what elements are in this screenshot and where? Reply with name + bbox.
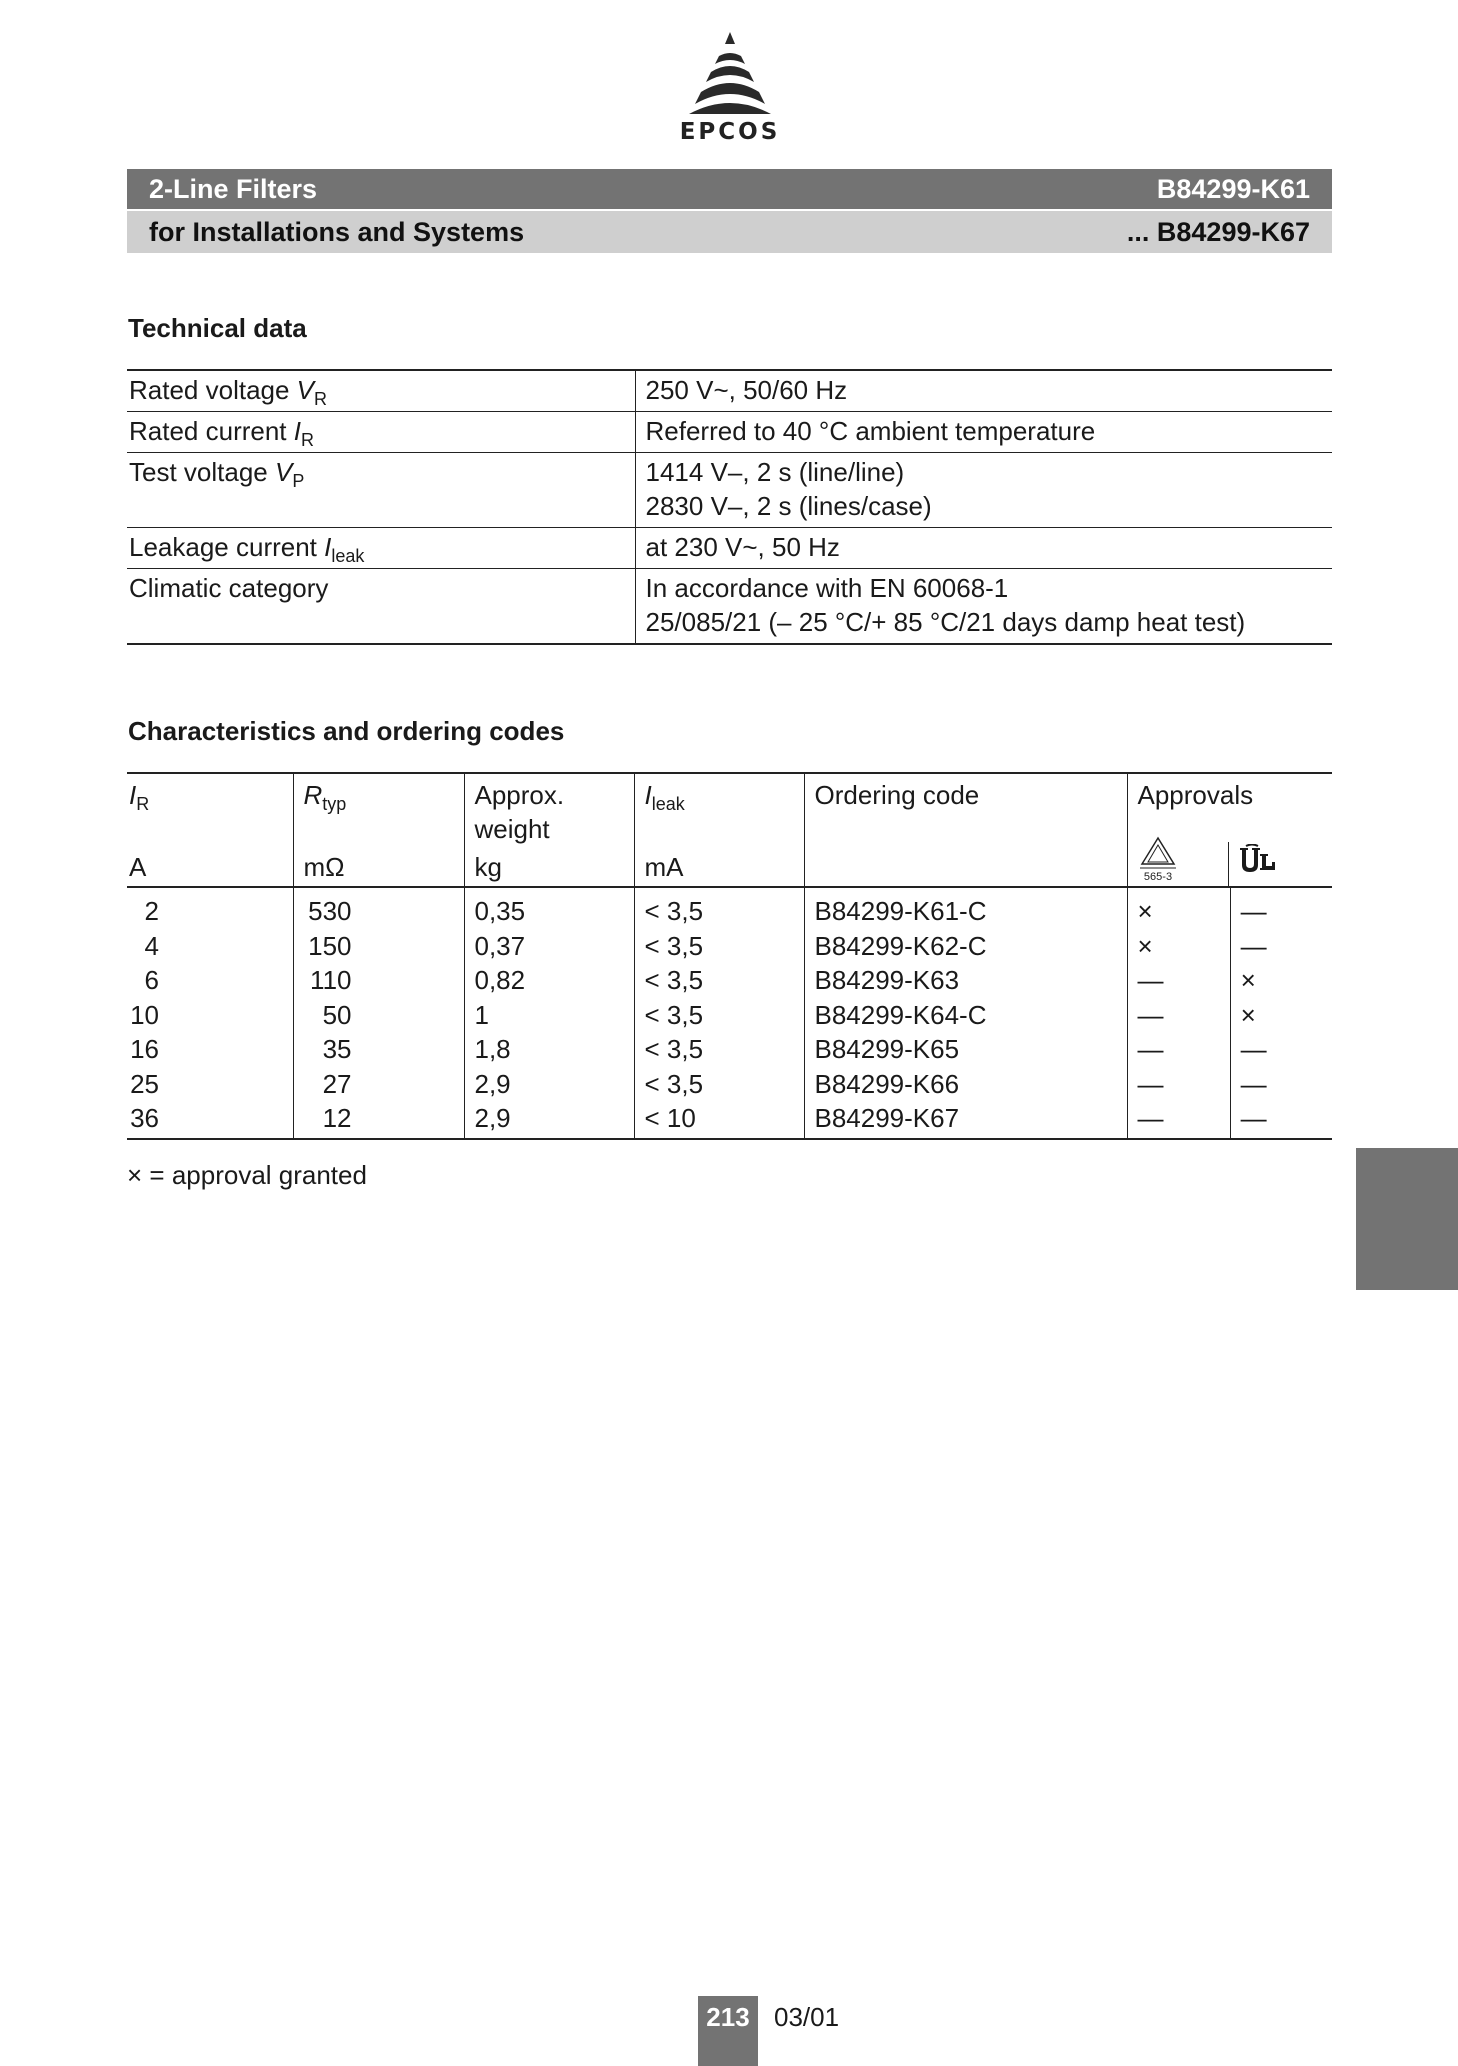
table-row bbox=[127, 929, 1332, 964]
technical-data-table bbox=[127, 369, 1332, 645]
cell-vde: × bbox=[1127, 929, 1230, 964]
subtitle-band bbox=[127, 211, 1332, 253]
cell-code: B84299-K61-C bbox=[804, 887, 1127, 929]
cell-weight: 0,37 bbox=[464, 929, 634, 964]
cell-ileak: < 10 bbox=[634, 1101, 804, 1139]
col-header-approvals: Approvals 565-3 bbox=[1127, 773, 1332, 887]
cell-vde: — bbox=[1127, 963, 1230, 998]
cell-weight: 0,35 bbox=[464, 887, 634, 929]
tech-row bbox=[127, 453, 1332, 528]
table-row bbox=[127, 1101, 1332, 1139]
cell-rtyp: 110 bbox=[293, 963, 464, 998]
table-row bbox=[127, 1067, 1332, 1102]
tech-row bbox=[127, 569, 1332, 645]
ul-recognized-mark-icon bbox=[1238, 844, 1278, 874]
cell-ir: 16 bbox=[127, 1032, 293, 1067]
cell-ir: 2 bbox=[127, 887, 293, 929]
cell-ul: — bbox=[1240, 1034, 1267, 1064]
cell-ir: 10 bbox=[127, 998, 293, 1033]
table-row bbox=[127, 998, 1332, 1033]
cell-rtyp: 12 bbox=[293, 1101, 464, 1139]
revision-date: 03/01 bbox=[774, 2002, 840, 2032]
tech-label: Rated current $I_R$ bbox=[127, 412, 635, 453]
epcos-logo bbox=[660, 30, 800, 150]
epcos-triangle-icon bbox=[675, 30, 785, 115]
cell-weight: 2,9 bbox=[464, 1101, 634, 1139]
cell-code: B84299-K62-C bbox=[804, 929, 1127, 964]
characteristics-heading: Characteristics and ordering codes bbox=[128, 716, 565, 746]
cell-code: B84299-K66 bbox=[804, 1067, 1127, 1102]
brand-name: EPCOS bbox=[679, 119, 781, 145]
cell-vde: — bbox=[1127, 998, 1230, 1033]
title-band bbox=[127, 169, 1332, 209]
cell-ul: — bbox=[1240, 1103, 1267, 1133]
tech-value: at 230 V~, 50 Hz bbox=[645, 532, 840, 562]
cell-ul: × bbox=[1240, 965, 1256, 995]
cell-rtyp: 27 bbox=[293, 1067, 464, 1102]
technical-data-heading: Technical data bbox=[128, 313, 307, 343]
cell-ileak: < 3,5 bbox=[634, 1032, 804, 1067]
cell-weight: 1,8 bbox=[464, 1032, 634, 1067]
cell-vde: — bbox=[1127, 1067, 1230, 1102]
tech-value: 1414 V–, 2 s (line/line) 2830 V–, 2 s (lines/case) bbox=[645, 457, 932, 521]
svg-text:565-3: 565-3 bbox=[1143, 871, 1172, 882]
tech-row bbox=[127, 412, 1332, 453]
page-number: 213 bbox=[698, 1996, 758, 2066]
tech-row bbox=[127, 528, 1332, 569]
cell-ileak: < 3,5 bbox=[634, 887, 804, 929]
cell-ir: 6 bbox=[127, 963, 293, 998]
tech-value: Referred to 40 °C ambient temperature bbox=[645, 416, 1096, 446]
col-header-ileak: $I_{leak}$ mA bbox=[634, 773, 804, 887]
col-header-ordering-code: Ordering code bbox=[804, 773, 1127, 887]
cell-ir: 4 bbox=[127, 929, 293, 964]
cell-rtyp: 50 bbox=[293, 998, 464, 1033]
tech-value: In accordance with EN 60068-1 25/085/21 (– 25 °C/+ 85 °C/21 days damp heat test) bbox=[645, 573, 1246, 637]
cell-rtyp: 150 bbox=[293, 929, 464, 964]
table-row bbox=[127, 1032, 1332, 1067]
part-range-start: B84299-K61 bbox=[1156, 173, 1310, 204]
cell-ileak: < 3,5 bbox=[634, 998, 804, 1033]
cell-ileak: < 3,5 bbox=[634, 1067, 804, 1102]
cell-ul: — bbox=[1240, 896, 1267, 926]
cell-code: B84299-K64-C bbox=[804, 998, 1127, 1033]
tech-label: Rated voltage $V_R$ bbox=[127, 370, 635, 412]
cell-weight: 1 bbox=[464, 998, 634, 1033]
tech-label: Leakage current $I_{leak}$ bbox=[127, 528, 635, 569]
vde-mark-icon bbox=[1138, 836, 1178, 882]
part-range-end: ... B84299-K67 bbox=[1126, 216, 1310, 247]
cell-weight: 2,9 bbox=[464, 1067, 634, 1102]
col-header-ir: $I_R$ A bbox=[127, 773, 293, 887]
cell-ul: × bbox=[1240, 999, 1256, 1030]
cell-code: B84299-K65 bbox=[804, 1032, 1127, 1067]
table-row bbox=[127, 963, 1332, 998]
doc-title: 2-Line Filters bbox=[149, 173, 318, 204]
cell-code: B84299-K63 bbox=[804, 963, 1127, 998]
section-tab-marker bbox=[1356, 1148, 1458, 1290]
doc-subtitle: for Installations and Systems bbox=[149, 216, 525, 247]
approval-note: × = approval granted bbox=[127, 1160, 367, 1190]
cell-vde: — bbox=[1127, 1101, 1230, 1139]
cell-ul: — bbox=[1240, 930, 1267, 961]
cell-ileak: < 3,5 bbox=[634, 929, 804, 964]
cell-vde: × bbox=[1127, 887, 1230, 929]
tech-label: Climatic category bbox=[127, 569, 635, 645]
col-header-rtyp: $R_{typ}$ mΩ bbox=[293, 773, 464, 887]
col-header-weight: Approx. weight kg bbox=[464, 773, 634, 887]
cell-ul: — bbox=[1240, 1068, 1267, 1099]
tech-value: 250 V~, 50/60 Hz bbox=[645, 375, 848, 405]
table-row bbox=[127, 887, 1332, 929]
cell-ir: 36 bbox=[127, 1101, 293, 1139]
cell-rtyp: 530 bbox=[293, 887, 464, 929]
cell-weight: 0,82 bbox=[464, 963, 634, 998]
cell-code: B84299-K67 bbox=[804, 1101, 1127, 1139]
cell-ir: 25 bbox=[127, 1067, 293, 1102]
cell-ileak: < 3,5 bbox=[634, 963, 804, 998]
tech-row bbox=[127, 370, 1332, 412]
tech-label: Test voltage $V_P$ bbox=[127, 453, 635, 528]
cell-rtyp: 35 bbox=[293, 1032, 464, 1067]
characteristics-table bbox=[127, 772, 1332, 1140]
cell-vde: — bbox=[1127, 1032, 1230, 1067]
